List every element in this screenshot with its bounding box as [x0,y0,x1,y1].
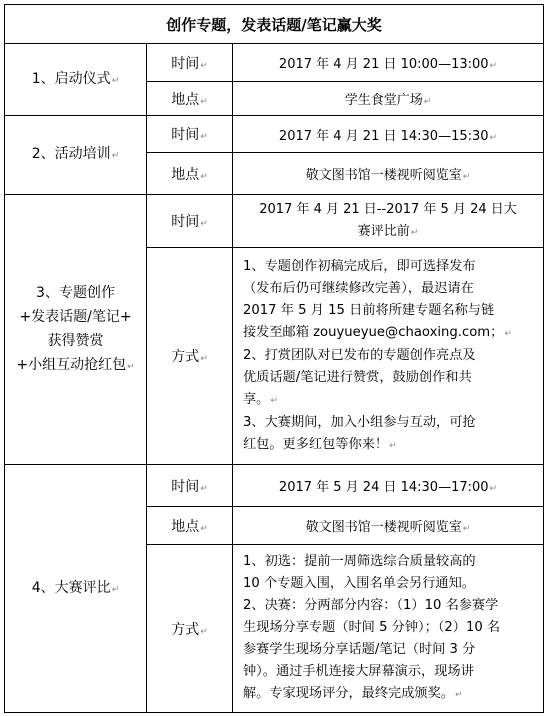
schedule-table [4,4,544,713]
step-3-cell: 3、专题创作 +发表话题/笔记+ 获得赞赏 +小组互动抢红包↵ [5,195,147,465]
step-1-cell: 1、启动仪式↵ [5,44,147,116]
r2-place-label-cell: 地点↵ [147,153,233,195]
r1-time-value-cell: 2017 年 4 月 21 日 10:00—13:00↵ [233,44,544,82]
r2-place-value-cell: 敬文图书馆一楼视听阅览室↵ [233,153,544,195]
r4-method-value-cell: 1、初选：提前一周筛选综合质量较高的 10 个专题入围，入围名单会另行通知。 2、决赛：分两部分内容：（1）10 名参赛学 生现场分享专题（时间 5 分钟）；（2）10 名 参赛学生现场分享话题/笔记（时间 3 分 钟）。通过手机连接大屏幕演示，现场讲 解。专家现场评分，最终完成颁奖。↵ [233,545,544,713]
r2-time-value-cell: 2017 年 4 月 21 日 14:30—15:30↵ [233,116,544,153]
r4-method-label-cell: 方式↵ [147,545,233,713]
r4-place-value-cell: 敬文图书馆一楼视听阅览室↵ [233,507,544,545]
r3-method-label-cell: 方式↵ [147,248,233,465]
r4-time-label-cell: 时间↵ [147,465,233,507]
step-1-label: 1、启动仪式 [31,70,111,87]
table-title [5,5,544,44]
r3-time-value-cell: 2017 年 4 月 21 日--2017 年 5 月 24 日大 赛评比前↵ [233,195,544,248]
r3-method-value-cell: 1、专题创作初稿完成后，即可选择发布 （发布后仍可继续修改完善），最迟请在 2017 年 5 月 15 日前将所建专题名称与链 接发至邮箱 zouyueyue@chaoxing.com；↵ 2、打赏团队对已发布的专题创作亮点及 优质话题/笔记进行赞赏，鼓励创作和共 享。↵ 3、大赛期间，加入小组参与互动，可抢 红包。更多红包等你来！↵ [233,248,544,465]
r1-place-label-cell: 地点↵ [147,82,233,116]
r4-place-label-cell: 地点↵ [147,507,233,545]
step-2-cell: 2、活动培训↵ [5,116,147,195]
r2-time-label-cell: 时间↵ [147,116,233,153]
r4-time-value-cell: 2017 年 5 月 24 日 14:30—17:00↵ [233,465,544,507]
title-text: 创作专题，发表话题/笔记赢大奖 [166,15,382,34]
r3-time-label-cell: 时间↵ [147,195,233,248]
step-2-label: 2、活动培训 [31,146,111,162]
step-4-label: 4、大赛评比 [31,579,111,596]
step-4-cell: 4、大赛评比↵ [5,465,147,713]
r1-time-label-cell: 时间↵ [147,44,233,82]
r1-place-value-cell: 学生食堂广场↵ [233,82,544,116]
